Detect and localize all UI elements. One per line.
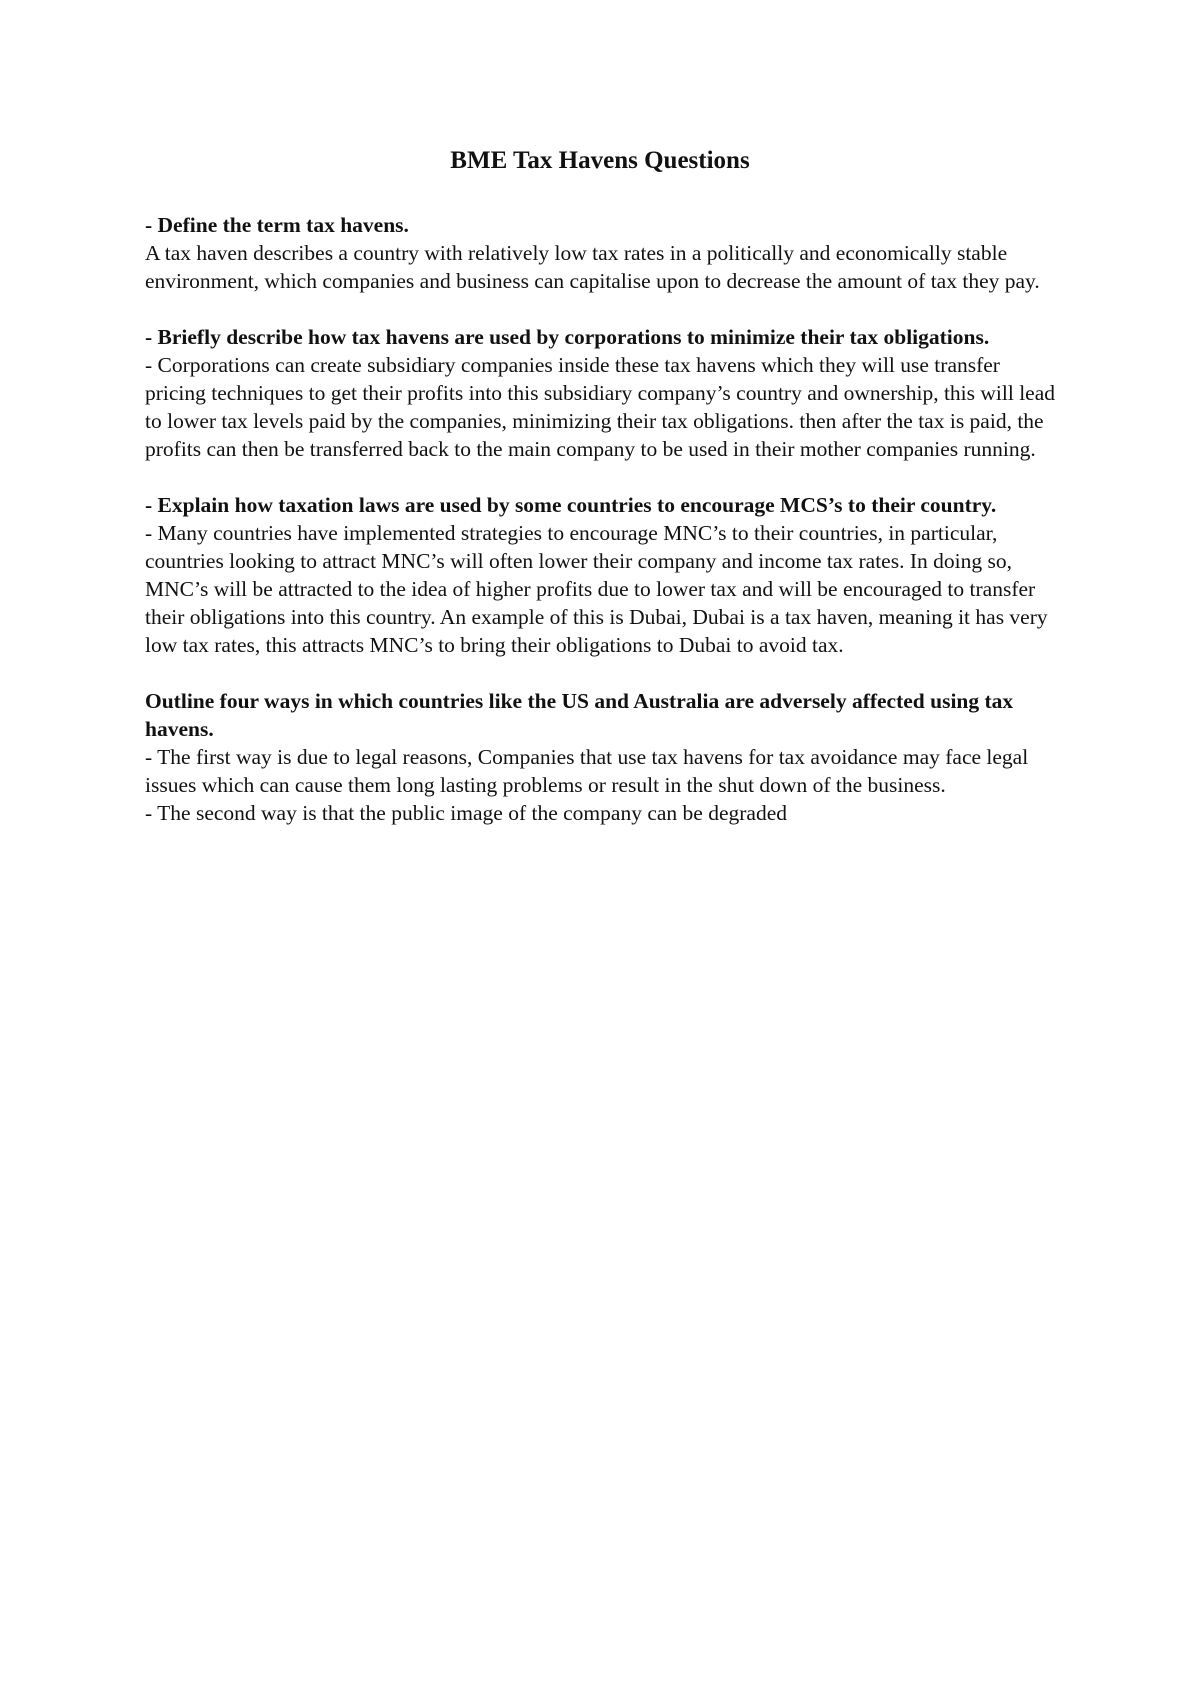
- qa-section-corporations: [145, 323, 1065, 463]
- document-body: [145, 211, 1065, 855]
- qa-section-taxation-laws: [145, 491, 1065, 659]
- answer-taxation-laws: - Many countries have implemented strategies to encourage MNC’s to their countries, in particular, countries looking to attract MNC’s will often lower their company and income tax rates. In doing so, MNC’s will be attracted to the idea of higher profits due to lower tax and will be encouraged to transfer their obligations into this country. An example of this is Dubai, Dubai is a tax haven, meaning it has very low tax rates, this attracts MNC’s to bring their obligations to Dubai to avoid tax.: [145, 521, 1048, 657]
- document-title: BME Tax Havens Questions: [450, 147, 750, 174]
- question-adverse-effects: Outline four ways in which countries like the US and Australia are adversely affected using tax havens.: [145, 689, 1014, 741]
- question-taxation-laws: - Explain how taxation laws are used by some countries to encourage MCS’s to their country.: [145, 493, 997, 517]
- answer-define-tax-havens: A tax haven describes a country with relatively low tax rates in a politically and economically stable environment, which companies and business can capitalise upon to decrease the amount of tax they pay.: [145, 241, 1040, 293]
- question-define-tax-havens: - Define the term tax havens.: [145, 213, 409, 237]
- qa-section-adverse-effects: [145, 687, 1065, 827]
- answer-adverse-effects-second: - The second way is that the public image of the company can be degraded: [145, 801, 787, 825]
- answer-adverse-effects-first: - The first way is due to legal reasons, Companies that use tax havens for tax avoidance may face legal issues which can cause them long lasting problems or result in the shut down of the business.: [145, 745, 1029, 797]
- answer-corporations-use: - Corporations can create subsidiary companies inside these tax havens which they will use transfer pricing techniques to get their profits into this subsidiary company’s country and ownership, this will lead to lower tax levels paid by the companies, minimizing their tax obligations. then after the tax is paid, the profits can then be transferred back to the main company to be used in their mother companies running.: [145, 353, 1056, 461]
- question-corporations-use: - Briefly describe how tax havens are used by corporations to minimize their tax obligations.: [145, 325, 990, 349]
- qa-section-define: [145, 211, 1065, 295]
